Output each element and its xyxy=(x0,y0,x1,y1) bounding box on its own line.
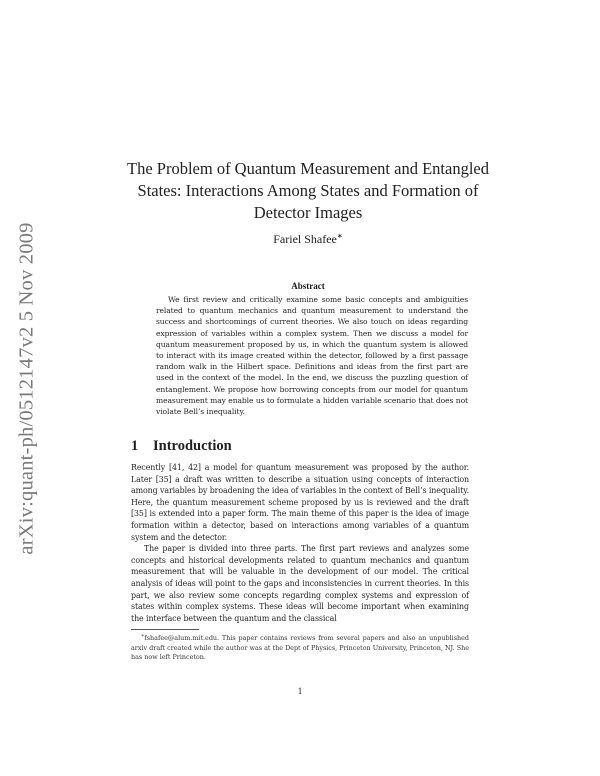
arxiv-identifier: arXiv:quant-ph/0512147v2 5 Nov 2009 xyxy=(15,221,38,555)
page-number: 1 xyxy=(297,686,303,696)
abstract-text: We first review and critically examine some basic concepts and ambiguities related to quantum mechanics and quantum measurement to understand the success and shortcomings of current theories. We also touch on ideas regarding expression of variables within a complex system. Then we discuss a model for quantum measurement proposed by us, in which the quantum system is allowed to interact with its image created within the detector, followed by a first passage random walk in the Hilbert space. Definitions and ideas from the first part are used in the context of the model. In the end, we discuss the puzzling question of entanglement. We propose how borrowing concepts from our model for quantum measurement may enable us to formulate a hidden variable scenario that does not violate Bell’s inequality. xyxy=(156,295,468,417)
section-heading xyxy=(131,438,232,455)
author-name: Fariel Shafee xyxy=(273,232,337,246)
author-line xyxy=(200,232,416,247)
footnote xyxy=(131,632,469,662)
footnote-text: fshafee@alum.mit.edu. This paper contains reviews from several papers and also an unpublished arxiv draft created while the author was at the Dept of Physics, Princeton University, Princeton, NJ. She has now left Princeton. xyxy=(131,634,469,661)
footnote-rule xyxy=(131,629,199,630)
author-footnote-marker: ∗ xyxy=(336,232,343,240)
body-text xyxy=(131,462,469,624)
arxiv-sidebar xyxy=(12,188,42,588)
paper-title: The Problem of Quantum Measurement and Entangled States: Interactions Among States and Formation of Detector Images xyxy=(127,159,489,222)
footnote-marker: ∗ xyxy=(141,633,145,639)
body-paragraph-2: The paper is divided into three parts. The first part reviews and analyzes some concepts and historical developments related to quantum mechanics and quantum measurement that will be valuable in the development of our model. The critical analysis of ideas will point to the gaps and inconsistencies in current theories. In this part, we also review some concepts regarding complex systems and expression of states within complex systems. These ideas will become important when examining the interface between the quantum and the classical xyxy=(131,544,469,623)
section-number: 1 xyxy=(131,438,139,454)
body-paragraph-1: Recently [41, 42] a model for quantum measurement was proposed by the author. Later [35] a draft was written to describe a situation using concepts of interaction among variables by broadening the idea of variables in the context of Bell’s inequality. Here, the quantum measurement scheme proposed by us is reviewed and the draft [35] is extended into a paper form. The main theme of this paper is the idea of image formation within a detector, based on interactions among variables of a quantum system and the detector. xyxy=(131,463,469,542)
section-title: Introduction xyxy=(153,438,232,454)
abstract-heading: Abstract xyxy=(291,281,325,291)
